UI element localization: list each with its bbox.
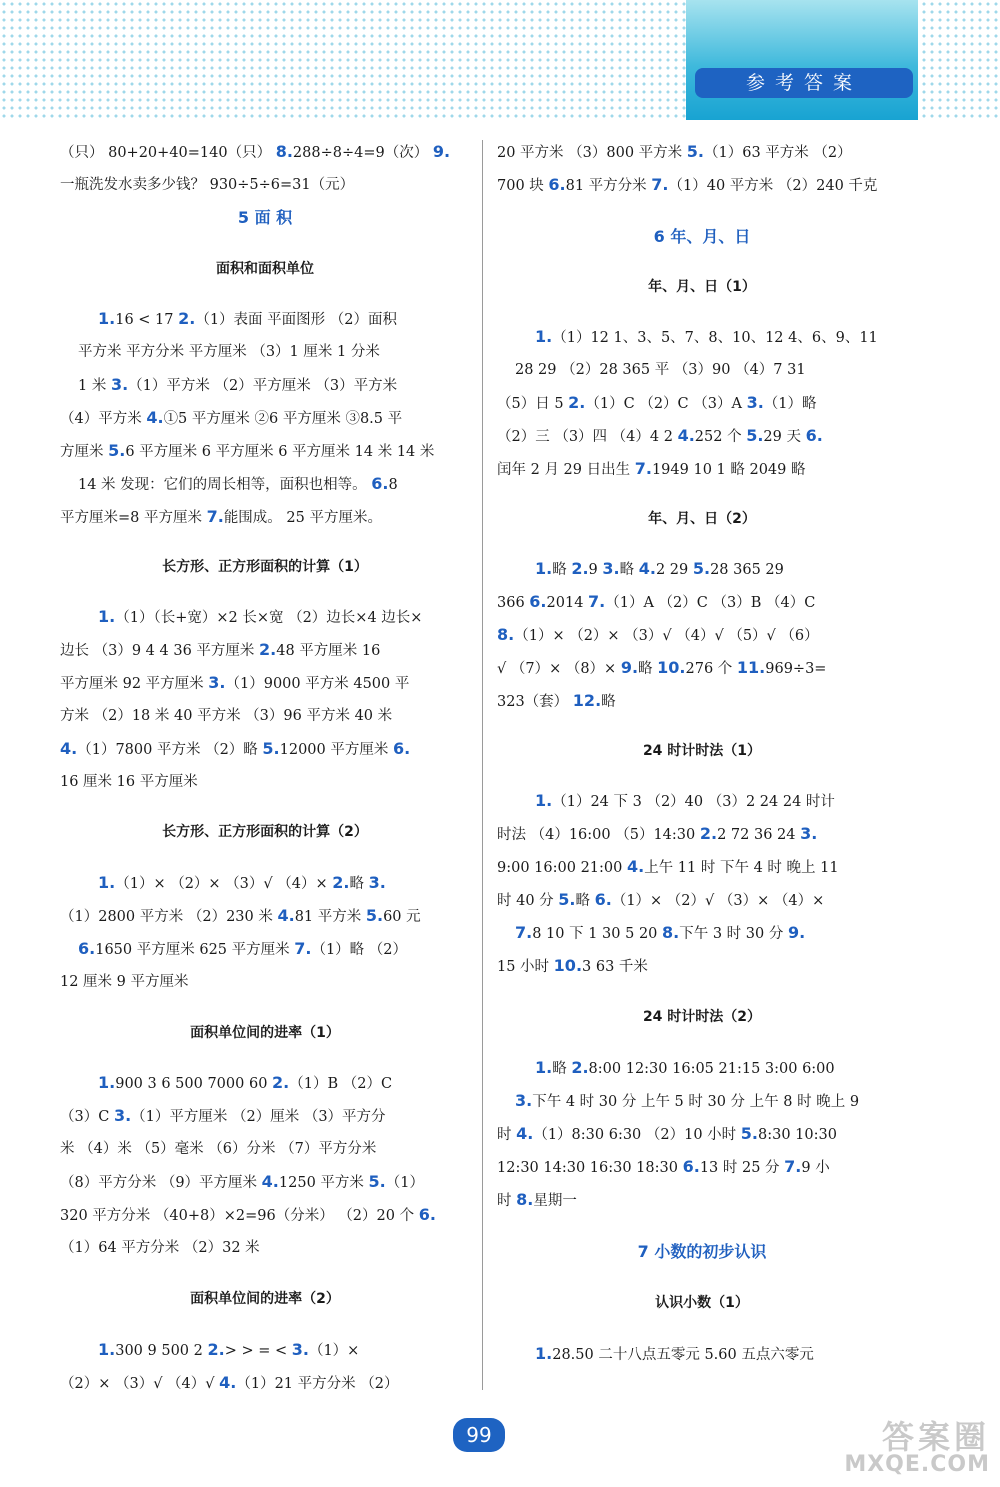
answer-text: 一瓶洗发水卖多少钱？ 930÷5÷6=31（元） xyxy=(60,177,355,193)
answer-line xyxy=(60,407,402,429)
question-number: 6. xyxy=(805,426,823,445)
answer-text: 方米 （2）18 米 40 平方米 （3）96 平方米 40 米 xyxy=(60,708,393,724)
answer-text: （1）略 xyxy=(763,396,817,412)
answer-text: 下午 3 时 30 分 xyxy=(679,926,788,942)
answer-line xyxy=(497,591,815,613)
answer-text: 700 块 xyxy=(497,178,549,194)
answer-text: （1）12 1、3、5、7、8、10、12 4、6、9、11 xyxy=(552,330,878,346)
answer-text: 320 平方分米 （40+8）×2=96（分米） （2）20 个 xyxy=(60,1208,419,1224)
answer-line xyxy=(78,473,398,495)
answer-text: （1）7800 平方米 （2）略 xyxy=(77,742,263,758)
answer-text: 2 29 xyxy=(655,562,693,578)
question-number: 12. xyxy=(572,691,602,710)
question-number: 1. xyxy=(98,309,116,328)
answer-text: （1）× xyxy=(308,1343,360,1359)
answer-text: 2 72 36 24 xyxy=(717,827,801,843)
answer-line xyxy=(60,1138,376,1160)
answer-text: 9 xyxy=(588,562,603,578)
question-number: 2. xyxy=(207,1340,225,1359)
answer-line xyxy=(98,1339,359,1361)
question-number: 6. xyxy=(548,175,566,194)
question-number: 5. xyxy=(740,1124,759,1143)
answer-text: 81 平方米 xyxy=(294,909,366,925)
question-number: 8. xyxy=(275,142,293,161)
answer-text: 能围成。 25 平方厘米。 xyxy=(223,510,382,526)
answer-label: 参考答案 xyxy=(695,68,913,98)
answer-line xyxy=(60,672,409,694)
answer-text: （1）B （2）C xyxy=(289,1076,393,1092)
answer-text: 1650 平方厘米 625 平方厘米 xyxy=(95,942,295,958)
question-number: 3. xyxy=(515,1091,533,1110)
question-number: 1. xyxy=(535,327,553,346)
answer-text: （1）8:30 6:30 （2）10 小时 xyxy=(533,1127,741,1143)
answer-text: 288÷8÷4=9（次） xyxy=(292,145,433,161)
section-heading: 年、月、日（1） xyxy=(648,279,756,295)
question-number: 1. xyxy=(535,1344,553,1363)
question-number: 7. xyxy=(515,923,533,942)
question-number: 4. xyxy=(219,1373,237,1392)
question-number: 5. xyxy=(746,426,764,445)
answer-text: 12:30 14:30 16:30 18:30 xyxy=(497,1160,683,1176)
question-number: 3. xyxy=(110,375,129,394)
question-number: 1. xyxy=(98,607,116,626)
answer-line xyxy=(98,1072,392,1094)
question-number: 7. xyxy=(784,1157,802,1176)
question-number: 6. xyxy=(78,939,96,958)
question-number: 5. xyxy=(108,441,126,460)
answer-text: > > = < xyxy=(224,1343,292,1359)
answer-line xyxy=(78,938,407,960)
answer-text: （8）平方分米 （9）平方厘米 xyxy=(60,1175,262,1191)
answer-text: 时法 （4）16:00 （5）14:30 xyxy=(497,827,700,843)
question-number: 2. xyxy=(272,1073,290,1092)
answer-text: （4）平方米 xyxy=(60,411,147,427)
answer-line xyxy=(497,889,824,911)
answer-text: （1）略 （2） xyxy=(311,942,408,958)
answer-text: 12000 平方厘米 xyxy=(279,742,393,758)
answer-text: 9:00 16:00 21:00 xyxy=(497,860,627,876)
answer-text: （3）C xyxy=(60,1109,114,1125)
question-number: 4. xyxy=(60,739,78,758)
question-number: 7. xyxy=(294,939,312,958)
question-number: 2. xyxy=(568,393,586,412)
answer-text: （1）24 下 3 （2）40 （3）2 24 24 时计 xyxy=(552,794,835,810)
answer-text: 1949 10 1 略 2049 略 xyxy=(651,462,806,478)
answer-text: （1）（长+宽）×2 长×宽 （2）边长×4 边长× xyxy=(115,610,423,626)
question-number: 6. xyxy=(682,1157,700,1176)
question-number: 9. xyxy=(787,923,806,942)
answer-text: 9 小 xyxy=(801,1160,830,1176)
question-number: 1. xyxy=(535,1058,553,1077)
answer-text: 252 个 xyxy=(694,429,747,445)
answer-line xyxy=(497,657,826,679)
section-heading: 长方形、正方形面积的计算（1） xyxy=(162,559,368,575)
answer-text: 8:00 12:30 16:05 21:15 3:00 6:00 xyxy=(588,1061,835,1077)
answer-text: 略 xyxy=(552,562,572,578)
column-divider xyxy=(482,140,483,1390)
question-number: 3. xyxy=(208,673,226,692)
answer-line xyxy=(60,506,382,528)
question-number: 8. xyxy=(516,1190,534,1209)
answer-text: （1）表面 平面图形 （2）面积 xyxy=(195,312,397,328)
answer-text: 略 xyxy=(349,876,369,892)
answer-text: （1） xyxy=(385,1175,424,1191)
answer-text: 12 厘米 9 平方厘米 xyxy=(60,974,189,990)
answer-line xyxy=(60,771,198,793)
question-number: 4. xyxy=(626,857,645,876)
answer-text: 16 < 17 xyxy=(115,312,179,328)
answer-text: 方厘米 xyxy=(60,444,109,460)
answer-text: 闰年 2 月 29 日出生 xyxy=(497,462,635,478)
answer-text: 29 天 xyxy=(763,429,806,445)
answer-text: 1 米 xyxy=(78,378,111,394)
answer-text: （1）40 平方米 （2）240 千克 xyxy=(668,178,878,194)
answer-text: （1）2800 平方米 （2）230 米 xyxy=(60,909,278,925)
answer-line xyxy=(60,1204,436,1226)
section-heading: 长方形、正方形面积的计算（2） xyxy=(162,824,368,840)
answer-text: 平方厘米=8 平方厘米 xyxy=(60,510,207,526)
question-number: 3. xyxy=(113,1106,132,1125)
question-number: 2. xyxy=(178,309,196,328)
answer-text: （1）21 平方分米 （2） xyxy=(236,1376,399,1392)
watermark-logo xyxy=(790,1412,990,1482)
question-number: 4. xyxy=(516,1124,534,1143)
question-number: 5. xyxy=(558,890,576,909)
answer-line xyxy=(497,141,852,163)
answer-text: （1）9000 平方米 4500 平 xyxy=(225,676,410,692)
answer-line xyxy=(78,341,380,363)
answer-text: 900 3 6 500 7000 60 xyxy=(115,1076,273,1092)
question-number: 3. xyxy=(602,559,620,578)
answer-line xyxy=(497,1156,830,1178)
section-heading: 认识小数（1） xyxy=(655,1295,749,1311)
answer-text: 6 平方厘米 6 平方厘米 6 平方厘米 14 米 14 米 xyxy=(125,444,435,460)
answer-line xyxy=(497,425,823,447)
answer-text: 13 时 25 分 xyxy=(699,1160,785,1176)
answer-text: 略 xyxy=(619,562,639,578)
question-number: 7. xyxy=(651,175,669,194)
answer-text: 略 xyxy=(638,661,658,677)
question-number: 4. xyxy=(638,559,656,578)
answer-line xyxy=(98,606,422,628)
answer-text: （1）A （2）C （3）B （4）C xyxy=(605,595,816,611)
answer-text: （1）64 平方分米 （2）32 米 xyxy=(60,1240,260,1256)
question-number: 8. xyxy=(662,923,680,942)
answer-line xyxy=(535,558,784,580)
answer-text: （1）× （2）× （3）√ （4）√ （5）√ （6） xyxy=(514,628,819,644)
answer-text: 15 小时 xyxy=(497,959,554,975)
answer-line xyxy=(60,905,421,927)
answer-line xyxy=(60,141,450,163)
section-heading: 24 时计时法（1） xyxy=(642,743,762,759)
answer-text: 323（套） xyxy=(497,694,573,710)
question-number: 2. xyxy=(699,824,718,843)
question-number: 2. xyxy=(332,873,350,892)
question-number: 1. xyxy=(98,873,116,892)
answer-text: 28 365 29 xyxy=(710,562,784,578)
answer-text: 1250 平方米 xyxy=(278,1175,369,1191)
answer-text: 略 xyxy=(552,1061,572,1077)
answer-line xyxy=(78,374,397,396)
question-number: 6. xyxy=(529,592,547,611)
answer-line xyxy=(497,823,817,845)
answer-text: 上午 11 时 下午 4 时 晚上 11 xyxy=(644,860,839,876)
answer-text: 276 个 xyxy=(685,661,737,677)
answer-text: 8:30 10:30 xyxy=(758,1127,837,1143)
question-number: 6. xyxy=(418,1205,436,1224)
answer-text: （5）日 5 xyxy=(497,396,569,412)
question-number: 5. xyxy=(686,142,705,161)
question-number: 5. xyxy=(692,559,711,578)
answer-text: 14 米 发现：它们的周长相等，面积也相等。 xyxy=(78,477,372,493)
question-number: 9. xyxy=(432,142,451,161)
question-number: 6. xyxy=(371,474,389,493)
answer-line xyxy=(535,790,835,812)
question-number: 7. xyxy=(206,507,224,526)
question-number: 10. xyxy=(657,658,686,677)
answer-line xyxy=(98,308,397,330)
watermark-top-text: 答案圈 xyxy=(881,1418,990,1456)
answer-line xyxy=(515,359,806,381)
question-number: 3. xyxy=(746,393,764,412)
answer-text: （1）× （2）× （3）√ （4）× xyxy=(115,876,333,892)
answer-text: 下午 4 时 30 分 上午 5 时 30 分 上午 8 时 晚上 9 xyxy=(532,1094,860,1110)
answer-text: （1）× （2）√ （3）× （4）× xyxy=(611,893,825,909)
question-number: 3. xyxy=(800,824,818,843)
answer-text: （只） 80+20+40=140（只） xyxy=(60,145,276,161)
answer-text: 300 9 500 2 xyxy=(115,1343,208,1359)
answer-text: 平方厘米 92 平方厘米 xyxy=(60,676,209,692)
answer-line xyxy=(60,174,354,196)
answer-line xyxy=(60,1171,424,1193)
question-number: 4. xyxy=(261,1172,279,1191)
answer-text: 60 元 xyxy=(383,909,421,925)
answer-line xyxy=(60,1237,260,1259)
answer-line xyxy=(60,639,380,661)
answer-text: 时 xyxy=(497,1193,517,1209)
chapter-title: 5 面 积 xyxy=(237,208,293,227)
section-heading: 面积单位间的进率（2） xyxy=(190,1291,340,1307)
question-number: 6. xyxy=(594,890,612,909)
answer-text: 米 （4）米 （5）毫米 （6）分米 （7）平方分米 xyxy=(60,1141,377,1157)
answer-line xyxy=(60,971,189,993)
chapter-title: 6 年、月、日 xyxy=(653,227,751,246)
answer-text: √ （7）× （8）× xyxy=(497,661,621,677)
question-number: 10. xyxy=(553,956,583,975)
answer-line xyxy=(497,1189,577,1211)
section-heading: 面积单位间的进率（1） xyxy=(190,1025,340,1041)
answer-text: 28 29 （2）28 365 平 （3）90 （4）7 31 xyxy=(515,362,806,378)
question-number: 5. xyxy=(368,1172,386,1191)
answer-text: 略 xyxy=(575,893,595,909)
answer-line xyxy=(98,872,386,894)
question-number: 2. xyxy=(571,1058,589,1077)
question-number: 2. xyxy=(571,559,589,578)
answer-text: （1）C （2）C （3）A xyxy=(585,396,747,412)
section-heading: 年、月、日（2） xyxy=(648,511,756,527)
answer-text: 3 63 千米 xyxy=(582,959,648,975)
question-number: 1. xyxy=(98,1073,116,1092)
question-number: 5. xyxy=(365,906,384,925)
question-number: 4. xyxy=(277,906,295,925)
answer-text: 16 厘米 16 平方厘米 xyxy=(60,774,198,790)
answer-text: （1）平方米 （2）平方厘米 （3）平方米 xyxy=(128,378,398,394)
answer-text: 20 平方米 （3）800 平方米 xyxy=(497,145,687,161)
answer-text: （2）三 （3）四 （4）4 2 xyxy=(497,429,678,445)
question-number: 9. xyxy=(620,658,639,677)
answer-line xyxy=(515,1090,859,1112)
question-number: 1. xyxy=(98,1340,116,1359)
answer-line xyxy=(60,738,410,760)
answer-text: 时 40 分 xyxy=(497,893,559,909)
answer-line xyxy=(60,1105,386,1127)
answer-text: 969÷3= xyxy=(765,661,827,677)
question-number: 3. xyxy=(368,873,386,892)
answer-text: （1）平方厘米 （2）厘米 （3）平方分 xyxy=(131,1109,386,1125)
answer-text: （1）63 平方米 （2） xyxy=(704,145,852,161)
answer-text: 时 xyxy=(497,1127,517,1143)
answer-line xyxy=(497,955,648,977)
answer-text: 48 平方厘米 16 xyxy=(276,643,381,659)
page-number: 99 xyxy=(453,1418,505,1452)
answer-text: 平方米 平方分米 平方厘米 （3）1 厘米 1 分米 xyxy=(78,344,380,360)
answer-text: 81 平方分米 xyxy=(565,178,652,194)
answer-text: 28.50 二十八点五零元 5.60 五点六零元 xyxy=(552,1347,814,1363)
answer-text: ①5 平方厘米 ②6 平方厘米 ③8.5 平 xyxy=(163,411,403,427)
header-color-block xyxy=(686,0,918,120)
chapter-title: 7 小数的初步认识 xyxy=(637,1242,767,1261)
answer-text: 366 xyxy=(497,595,530,611)
answer-line xyxy=(60,705,392,727)
question-number: 4. xyxy=(677,426,695,445)
answer-line xyxy=(497,624,819,646)
question-number: 3. xyxy=(291,1340,309,1359)
question-number: 5. xyxy=(262,739,280,758)
question-number: 7. xyxy=(634,459,652,478)
section-heading: 24 时计时法（2） xyxy=(642,1009,762,1025)
answer-text: 星期一 xyxy=(533,1193,577,1209)
answer-line xyxy=(497,392,817,414)
answer-line xyxy=(535,326,878,348)
question-number: 7. xyxy=(588,592,606,611)
answer-line xyxy=(497,458,805,480)
question-number: 11. xyxy=(736,658,766,677)
answer-line xyxy=(60,1372,398,1394)
answer-line xyxy=(497,690,616,712)
answer-text: 略 xyxy=(601,694,616,710)
watermark-bottom-text: MXQE.COM xyxy=(844,1452,990,1477)
answer-text: （2）× （3）√ （4）√ xyxy=(60,1376,220,1392)
answer-text: 边长 （3）9 4 4 36 平方厘米 xyxy=(60,643,260,659)
answer-text: 2014 xyxy=(546,595,589,611)
answer-line xyxy=(497,1123,837,1145)
answer-line xyxy=(535,1057,835,1079)
question-number: 2. xyxy=(259,640,277,659)
answer-line xyxy=(515,922,805,944)
section-heading: 面积和面积单位 xyxy=(216,261,314,277)
answer-line xyxy=(535,1343,814,1365)
question-number: 1. xyxy=(535,791,553,810)
question-number: 6. xyxy=(392,739,411,758)
answer-text: 8 xyxy=(388,477,398,493)
question-number: 1. xyxy=(535,559,553,578)
question-number: 8. xyxy=(497,625,515,644)
answer-text: 8 10 下 1 30 5 20 xyxy=(532,926,663,942)
question-number: 4. xyxy=(146,408,164,427)
answer-line xyxy=(60,440,434,462)
answer-line xyxy=(497,856,839,878)
answer-line xyxy=(497,174,877,196)
